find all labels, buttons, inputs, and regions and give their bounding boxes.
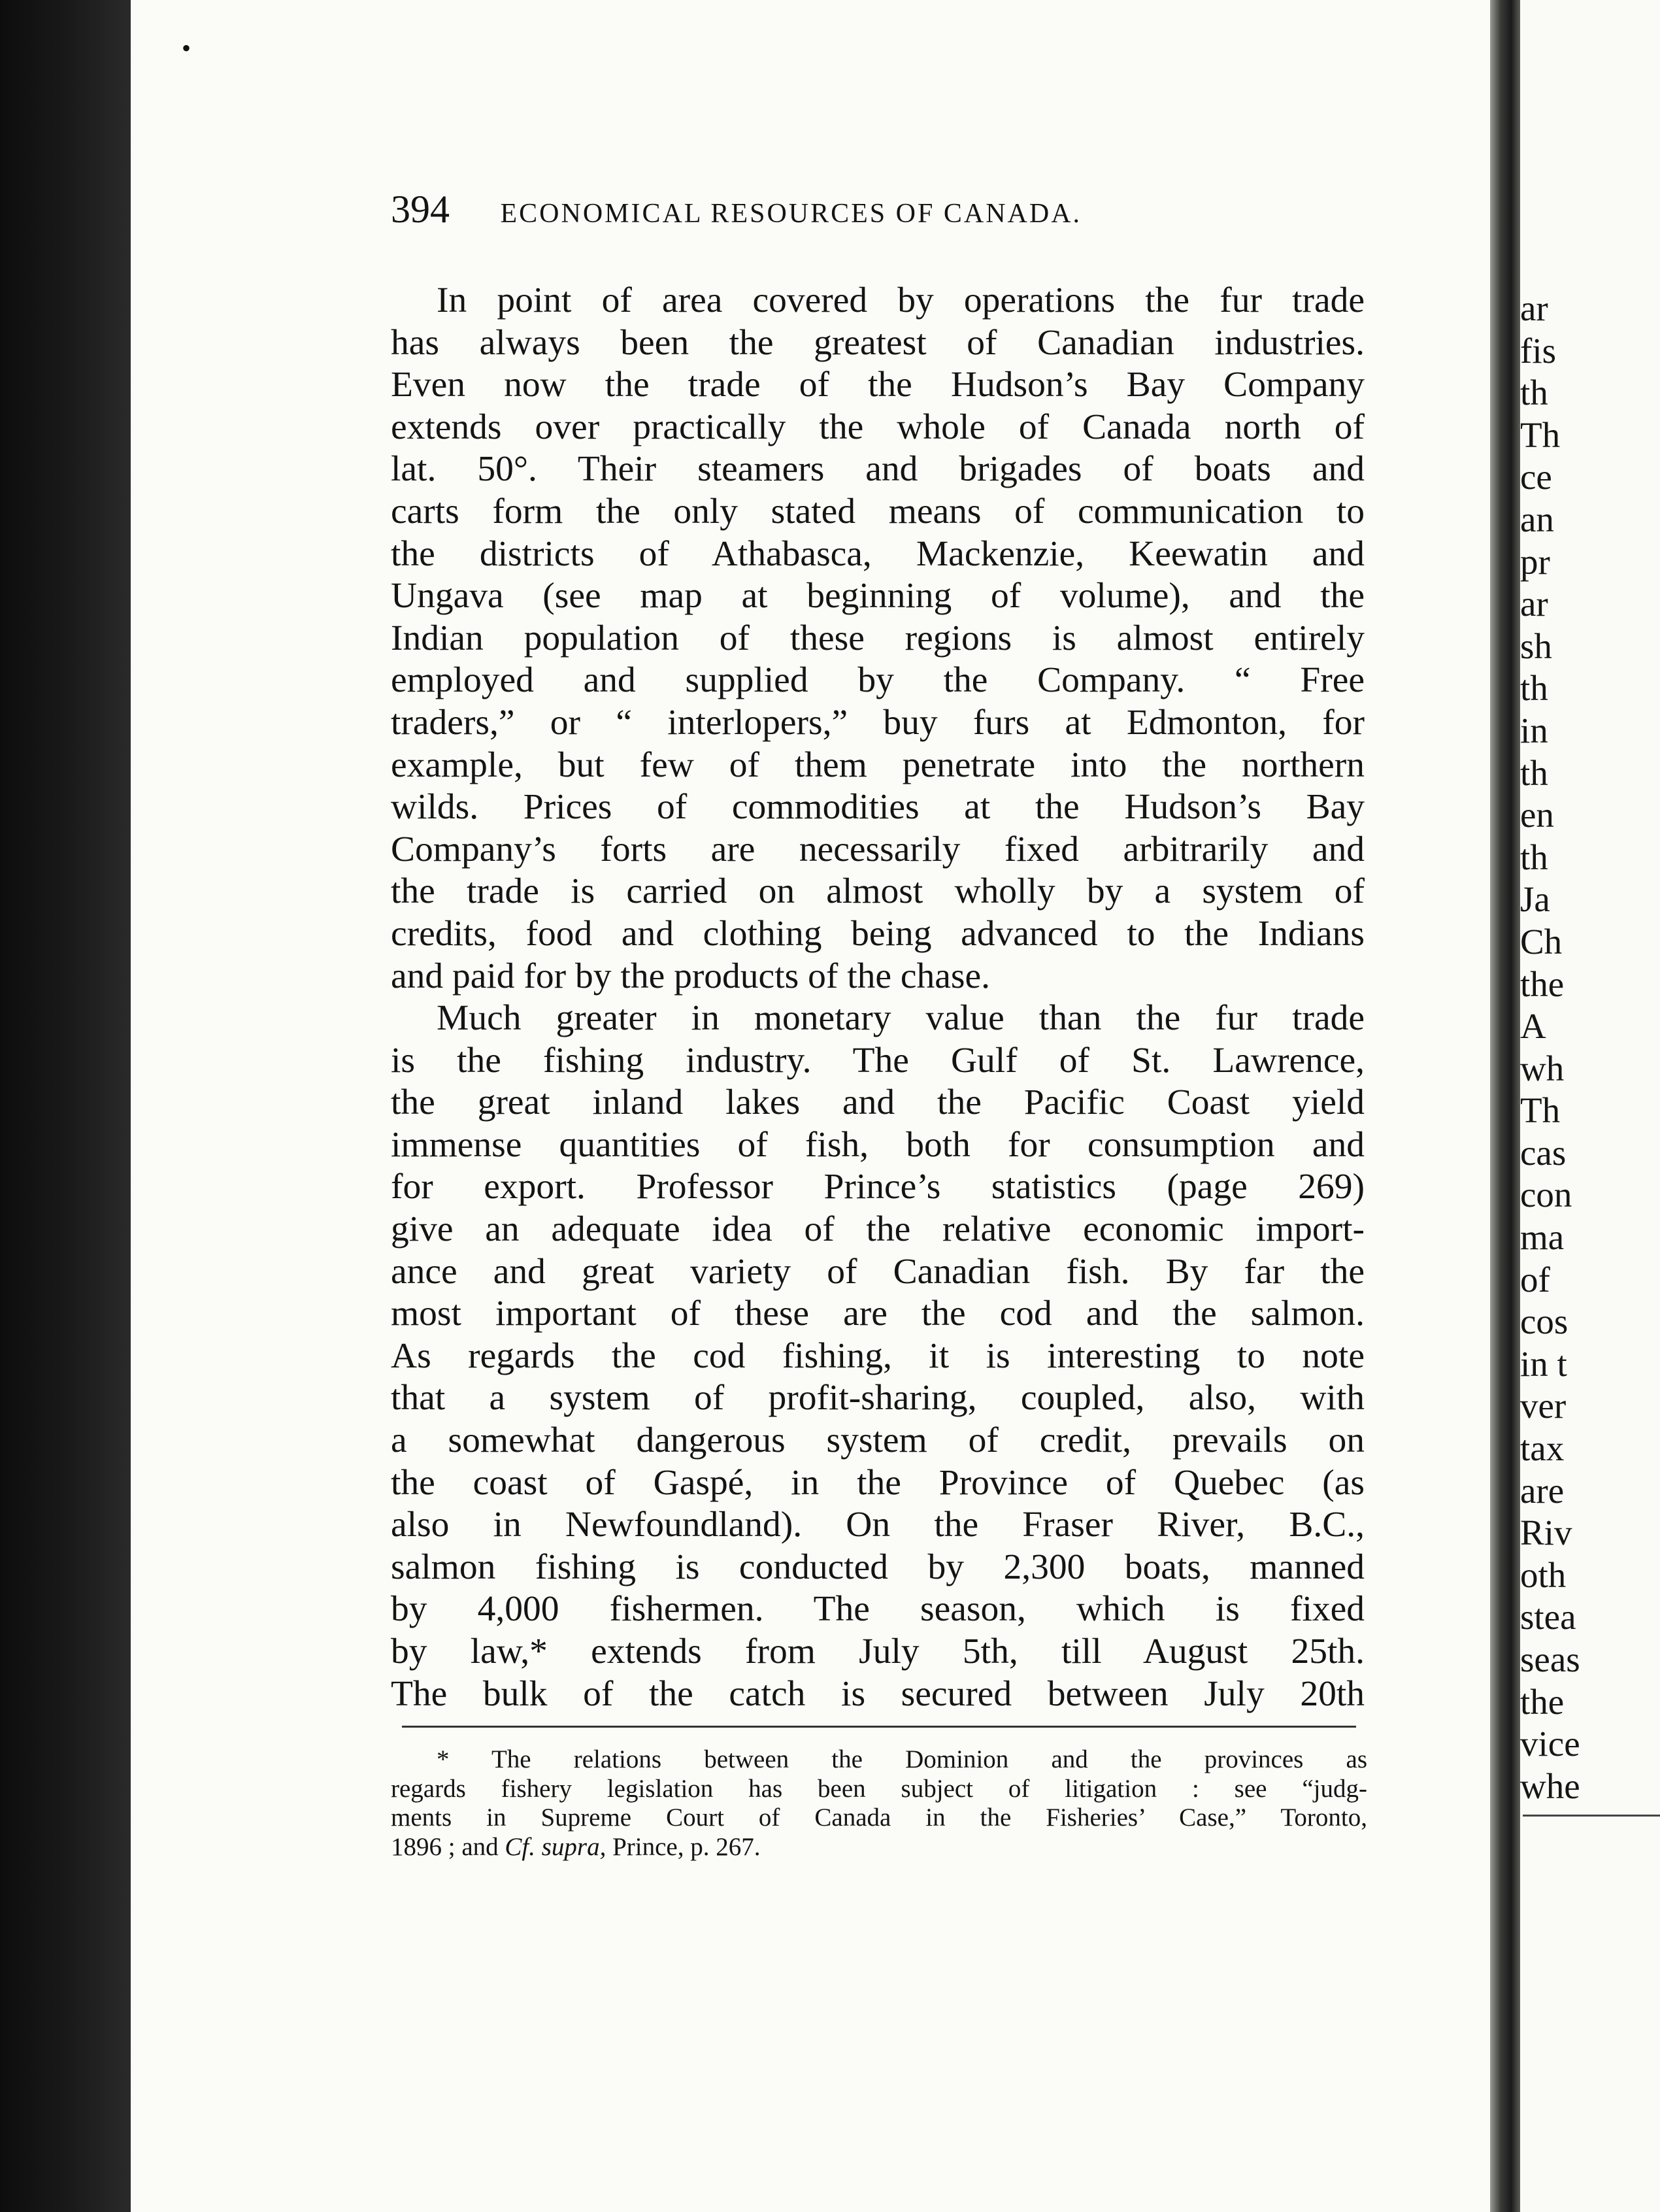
facing-text-fragment: the [1520, 1681, 1565, 1722]
text-line: the great inland lakes and the Pacific Coast yield [391, 1082, 1365, 1123]
running-title: ECONOMICAL RESOURCES OF CANADA. [500, 199, 1082, 229]
facing-text-fragment: of [1520, 1259, 1550, 1299]
facing-text-fragment: Th [1520, 414, 1561, 455]
facing-page-text [1520, 288, 1660, 1807]
text-line: Ungava (see map at beginning of volume), and the [391, 576, 1365, 616]
facing-text-fragment: ma [1520, 1217, 1565, 1258]
facing-text-fragment: are [1520, 1470, 1565, 1511]
facing-text-fragment: seas [1520, 1639, 1580, 1679]
facing-text-fragment: vice [1520, 1724, 1580, 1764]
text-line: As regards the cod fishing, it is interesting to note [391, 1335, 1365, 1376]
facing-page [1520, 0, 1660, 2212]
facing-text-fragment: in [1520, 710, 1548, 750]
facing-text-fragment: ar [1520, 288, 1548, 328]
footnote-rule [402, 1726, 1356, 1728]
facing-text-fragment: con [1520, 1175, 1572, 1215]
facing-footnote-rule [1523, 1815, 1660, 1817]
footnote-text: Prince, p. 267. [606, 1832, 761, 1861]
facing-text-fragment: fis [1520, 330, 1556, 371]
facing-text-fragment: stea [1520, 1597, 1576, 1637]
facing-text-fragment: th [1520, 752, 1548, 793]
text-line: lat. 50°. Their steamers and brigades of boats and [391, 449, 1365, 490]
text-line: the trade is carried on almost wholly by a system of [391, 871, 1365, 912]
facing-text-fragment: th [1520, 373, 1548, 413]
facing-text-fragment: ce [1520, 457, 1552, 497]
footnote-line: ments in Supreme Court of Canada in the Fisheries’ Case,” Toronto, [391, 1803, 1367, 1832]
facing-text-fragment: cas [1520, 1132, 1567, 1173]
facing-text-fragment: Riv [1520, 1513, 1572, 1553]
text-line: Indian population of these regions is almost entirely [391, 618, 1365, 658]
text-line: immense quantities of fish, both for consumption and [391, 1124, 1365, 1165]
text-line: the coast of Gaspé, in the Province of Quebec (as [391, 1462, 1365, 1503]
facing-text-fragment: the [1520, 964, 1565, 1004]
facing-text-fragment: ver [1520, 1386, 1567, 1426]
text-line: In point of area covered by operations the fur trade [437, 280, 1365, 320]
text-line: carts form the only stated means of communication to [391, 491, 1365, 531]
text-line: also in Newfoundland). On the Fraser River, B.C., [391, 1505, 1365, 1545]
text-line: and paid for by the products of the chase. [391, 956, 990, 996]
footnote-line: regards fishery legislation has been subject of litigation : see “judg- [391, 1774, 1367, 1803]
text-line: by 4,000 fishermen. The season, which is fixed [391, 1589, 1365, 1630]
facing-text-fragment: cos [1520, 1301, 1569, 1342]
facing-text-fragment: sh [1520, 626, 1552, 666]
text-line: employed and supplied by the Company. “ Free [391, 660, 1365, 701]
text-line: that a system of profit-sharing, coupled, also, with [391, 1378, 1365, 1418]
text-line: has always been the greatest of Canadian industries. [391, 322, 1365, 363]
running-head [391, 187, 1371, 232]
text-line: for export. Professor Prince’s statistics (page 269) [391, 1167, 1365, 1207]
facing-text-fragment: ar [1520, 584, 1548, 624]
text-line: traders,” or “ interlopers,” buy furs at Edmonton, for [391, 702, 1365, 743]
text-line: ance and great variety of Canadian fish. By far the [391, 1251, 1365, 1292]
text-line: credits, food and clothing being advanced to the Indians [391, 913, 1365, 954]
text-line: most important of these are the cod and the salmon. [391, 1294, 1365, 1334]
text-line: by law,* extends from July 5th, till August 25th. [391, 1632, 1365, 1671]
facing-text-fragment: Ja [1520, 879, 1550, 920]
text-line: Company’s forts are necessarily fixed arbitrarily and [391, 829, 1365, 869]
facing-text-fragment: A [1520, 1006, 1546, 1047]
page-number: 394 [391, 188, 450, 231]
text-line: example, but few of them penetrate into the northern [391, 745, 1365, 785]
footnote [391, 1745, 1367, 1862]
facing-text-fragment: an [1520, 499, 1554, 539]
text-line: wilds. Prices of commodities at the Hudson’s Bay [391, 787, 1365, 828]
footnote-line: * The relations between the Dominion and the provinces as [437, 1745, 1367, 1773]
text-line: Even now the trade of the Hudson’s Bay Company [391, 365, 1365, 405]
text-line: extends over practically the whole of Canada north of [391, 407, 1365, 447]
facing-text-fragment: en [1520, 795, 1554, 835]
facing-text-fragment: Ch [1520, 921, 1563, 962]
text-line: a somewhat dangerous system of credit, prevails on [391, 1420, 1365, 1461]
facing-text-fragment: pr [1520, 541, 1550, 582]
facing-text-fragment: oth [1520, 1554, 1567, 1595]
facing-text-fragment: in t [1520, 1343, 1567, 1384]
facing-text-fragment: th [1520, 668, 1548, 709]
text-line: The bulk of the catch is secured between July 20th [391, 1673, 1365, 1714]
text-line: Much greater in monetary value than the fur trade [437, 998, 1365, 1039]
book-gutter [1490, 0, 1520, 2212]
body-text [391, 280, 1365, 1715]
facing-text-fragment: th [1520, 837, 1548, 877]
text-line: give an adequate idea of the relative economic import- [391, 1209, 1365, 1250]
facing-text-fragment: Th [1520, 1090, 1561, 1131]
text-line: salmon fishing is conducted by 2,300 boats, manned [391, 1547, 1365, 1587]
footnote-line [391, 1833, 1367, 1862]
facing-text-fragment: whe [1520, 1766, 1580, 1806]
scanner-edge [0, 0, 131, 2212]
ink-speck: • [182, 33, 191, 63]
facing-text-fragment: wh [1520, 1048, 1565, 1088]
text-line: is the fishing industry. The Gulf of St. Lawrence, [391, 1040, 1365, 1081]
facing-text-fragment: tax [1520, 1428, 1565, 1469]
footnote-italic: Cf. supra, [505, 1832, 606, 1861]
footnote-text: 1896 ; and [391, 1832, 505, 1861]
text-line: the districts of Athabasca, Mackenzie, Keewatin and [391, 533, 1365, 574]
